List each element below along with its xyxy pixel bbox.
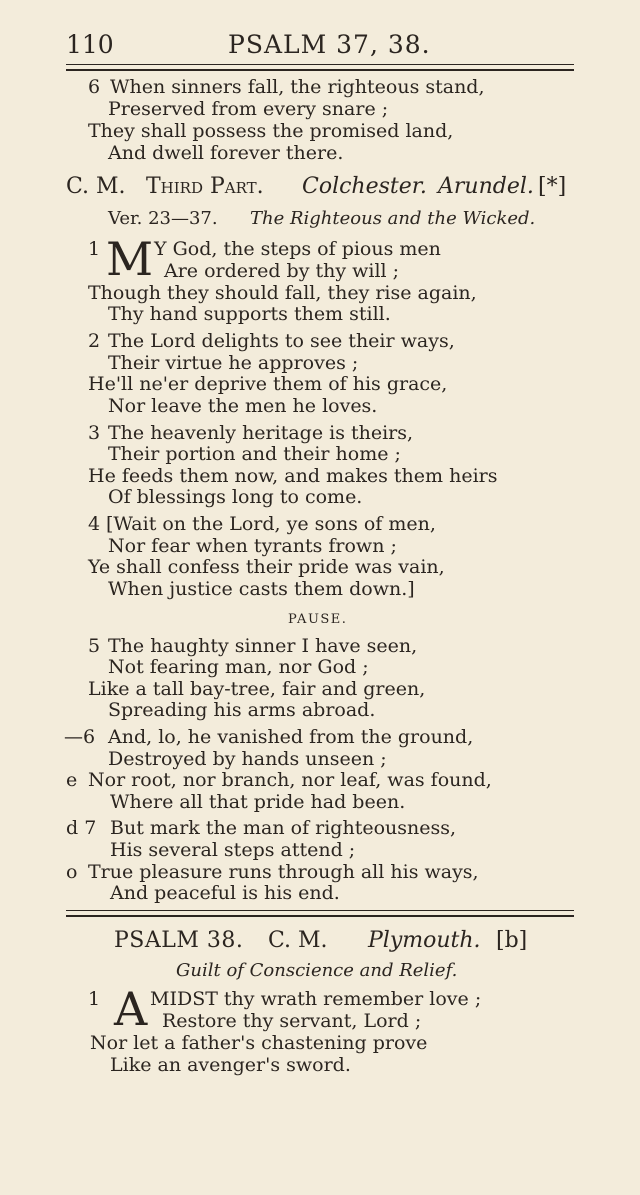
stanza-number: 1 — [88, 988, 101, 1010]
verse-line: Where all that pride had been. — [110, 791, 406, 813]
psalm-title: PSALM 38. — [114, 928, 244, 953]
verse-line: When justice casts them down.] — [108, 578, 415, 600]
verse-line: He feeds them now, and makes them heirs — [88, 465, 498, 487]
verse-line: Of blessings long to come. — [108, 486, 363, 508]
tune-name: Arundel. — [438, 174, 534, 199]
dynamic-mark: o — [66, 861, 78, 883]
verse-range: Ver. 23—37. — [108, 208, 218, 229]
verse-line: He'll ne'er deprive them of his grace, — [88, 373, 448, 395]
verse-line: Their portion and their home ; — [108, 443, 401, 465]
pause-label: PAUSE. — [288, 612, 348, 627]
verse-line: Nor fear when tyrants frown ; — [108, 535, 397, 557]
verse-line: Though they should fall, they rise again, — [88, 282, 477, 304]
verse-line: Like an avenger's sword. — [110, 1054, 351, 1076]
stanza-number: d 7 — [66, 817, 97, 839]
verse-line: The haughty sinner I have seen, — [108, 635, 418, 657]
stanza-number: 1 — [88, 238, 101, 260]
verse-line: Y God, the steps of pious men — [154, 238, 441, 260]
verse-line: His several steps attend ; — [110, 839, 356, 861]
verse-line: Nor leave the men he loves. — [108, 395, 378, 417]
verse-line: [Wait on the Lord, ye sons of men, — [106, 513, 436, 535]
verse-line: When sinners fall, the righteous stand, — [110, 76, 485, 98]
stanza-number: —6 — [64, 726, 96, 748]
stanza-number: 3 — [88, 422, 101, 444]
verse-line: Like a tall bay-tree, fair and green, — [88, 678, 426, 700]
verse-line: They shall possess the promised land, — [88, 120, 454, 142]
verse-line: Nor root, nor branch, nor leaf, was found, — [88, 769, 492, 791]
verse-line: Nor let a father's chastening prove — [90, 1032, 428, 1054]
verse-line: And, lo, he vanished from the ground, — [108, 726, 474, 748]
stanza-number: 5 — [88, 635, 101, 657]
drop-cap: M — [106, 232, 154, 286]
verse-line: Ye shall confess their pride was vain, — [88, 556, 445, 578]
key-mark: [b] — [496, 928, 528, 953]
verse-line: The Lord delights to see their ways, — [108, 330, 455, 352]
verse-line: Restore thy servant, Lord ; — [162, 1010, 422, 1032]
meter-label: C. M. — [66, 174, 126, 199]
psalm-subtitle: Guilt of Conscience and Relief. — [176, 960, 458, 981]
section-rule — [66, 910, 574, 917]
verse-line: Are ordered by thy will ; — [164, 260, 400, 282]
verse-line: Preserved from every snare ; — [108, 98, 389, 120]
verse-line: Spreading his arms abroad. — [108, 699, 376, 721]
verse-line: True pleasure runs through all his ways, — [88, 861, 479, 883]
verse-line: But mark the man of righteousness, — [110, 817, 457, 839]
verse-line: Not fearing man, nor God ; — [108, 656, 369, 678]
verse-line: Thy hand supports them still. — [108, 303, 391, 325]
page-number: 110 — [66, 30, 114, 59]
stanza-number: 2 — [88, 330, 101, 352]
verse-line: MIDST thy wrath remember love ; — [150, 988, 482, 1010]
verse-line: Their virtue he approves ; — [108, 352, 359, 374]
tune-name: Plymouth. — [368, 928, 481, 953]
meter-label: C. M. — [268, 928, 328, 953]
verse-line: The heavenly heritage is theirs, — [108, 422, 414, 444]
running-title: PSALM 37, 38. — [228, 30, 431, 59]
verse-line: And dwell forever there. — [108, 142, 344, 164]
dynamic-mark: e — [66, 769, 78, 791]
stanza-number: 6 — [88, 76, 101, 98]
key-mark: [*] — [538, 174, 567, 199]
tune-name: Colchester. — [302, 174, 427, 199]
section-title: The Righteous and the Wicked. — [250, 208, 536, 229]
header-rule — [66, 64, 574, 71]
part-label: Third Part. — [146, 174, 264, 199]
stanza-number: 4 — [88, 513, 101, 535]
verse-line: And peaceful is his end. — [110, 882, 340, 904]
drop-cap: A — [114, 982, 148, 1036]
verse-line: Destroyed by hands unseen ; — [108, 748, 387, 770]
